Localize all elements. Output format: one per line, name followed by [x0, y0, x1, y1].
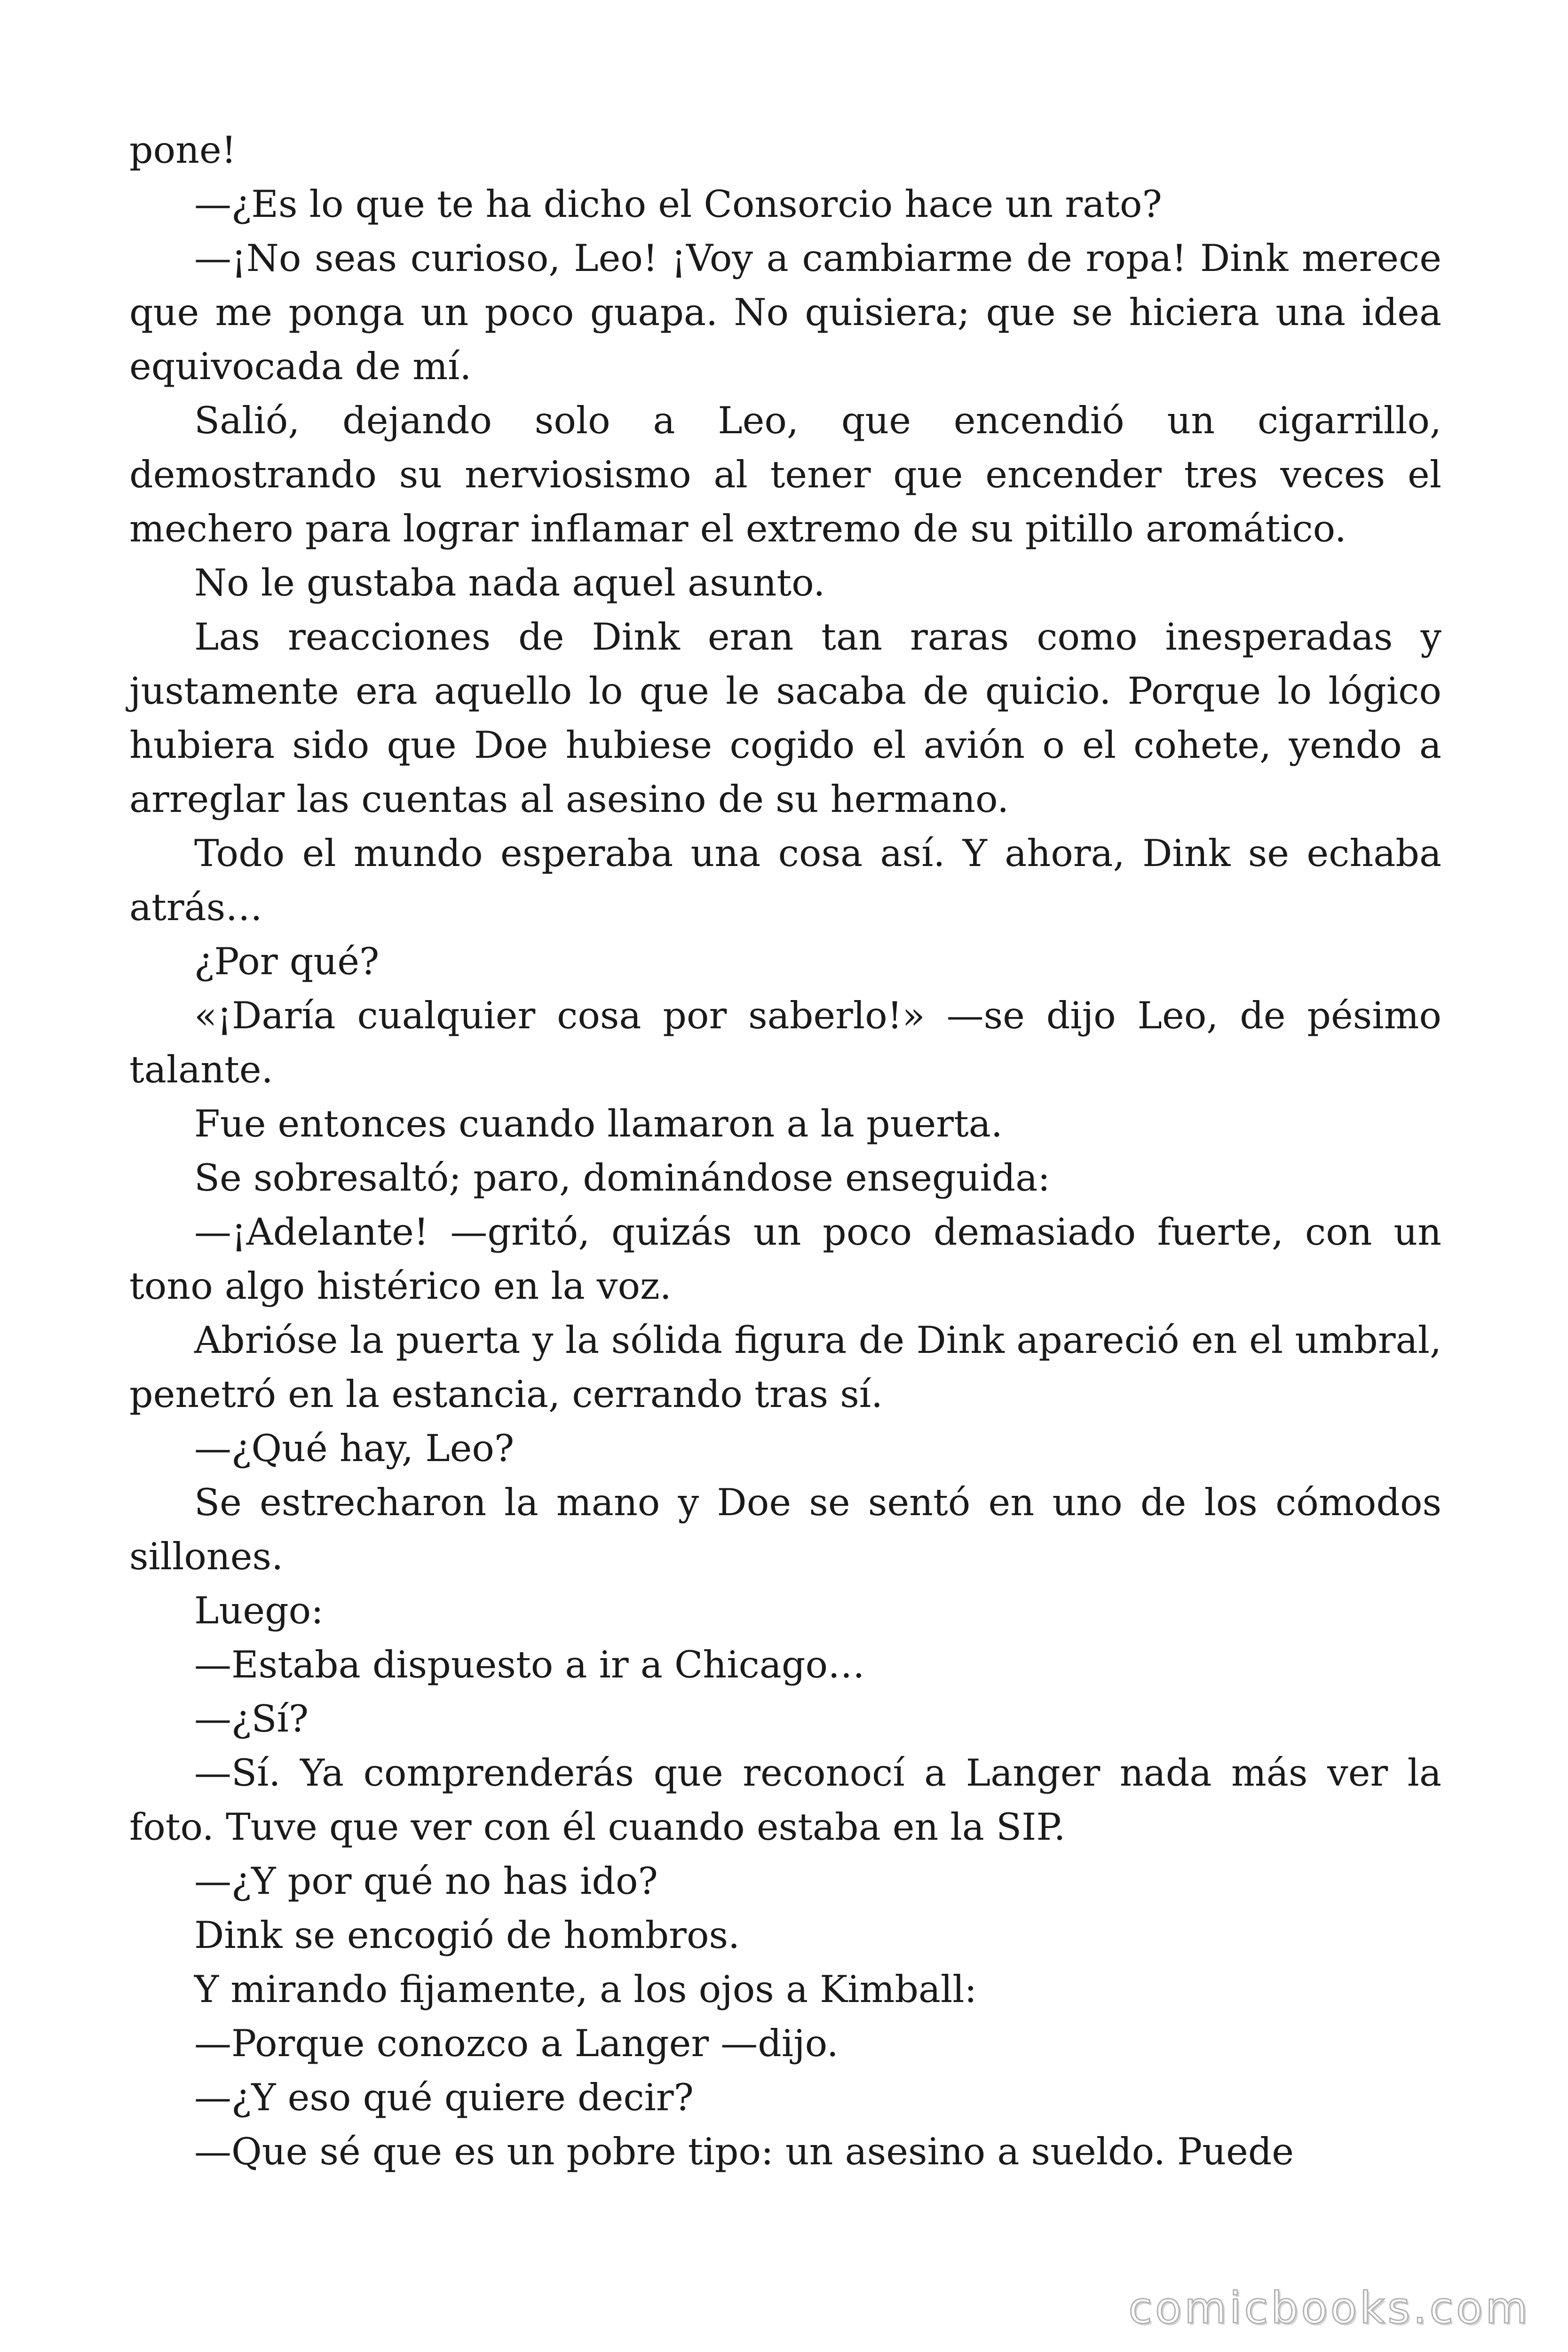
- paragraph: —¿Y eso qué quiere decir?: [194, 2076, 694, 2119]
- body-text: [129, 123, 1441, 2179]
- paragraph: —Estaba dispuesto a ir a Chicago…: [194, 1643, 865, 1686]
- paragraph: Dink se encogió de hombros.: [194, 1914, 740, 1957]
- paragraph: Fue entonces cuando llamaron a la puerta.: [194, 1102, 1003, 1145]
- paragraph: «¡Daría cualquier cosa por saberlo!» —se dijo Leo, de pésimo talante.: [129, 994, 1441, 1091]
- paragraph: —¿Qué hay, Leo?: [194, 1427, 515, 1470]
- paragraph: —Que sé que es un pobre tipo: un asesino a sueldo. Puede: [194, 2130, 1294, 2173]
- paragraph: Y mirando fijamente, a los ojos a Kimball:: [194, 1968, 977, 2011]
- paragraph: Abrióse la puerta y la sólida figura de Dink apareció en el umbral, penetró en la estancia, cerrando tras sí.: [129, 1319, 1441, 1416]
- paragraph: Se estrecharon la mano y Doe se sentó en uno de los cómodos sillones.: [129, 1481, 1441, 1578]
- paragraph: —¿Sí?: [194, 1697, 309, 1740]
- paragraph: Se sobresaltó; paro, dominándose enseguida:: [194, 1156, 1050, 1200]
- paragraph: —Sí. Ya comprenderás que reconocí a Langer nada más ver la foto. Tuve que ver con él cuando estaba en la SIP.: [129, 1751, 1441, 1849]
- paragraph: No le gustaba nada aquel asunto.: [194, 561, 825, 604]
- paragraph: Salió, dejando solo a Leo, que encendió un cigarrillo, demostrando su nerviosismo al tener que encender tres veces el mechero para lograr inflamar el extremo de su pitillo aromático.: [129, 399, 1441, 550]
- paragraph: Luego:: [194, 1589, 324, 1632]
- watermark: comicbooks.com: [1128, 2283, 1530, 2333]
- paragraph: —Porque conozco a Langer —dijo.: [194, 2022, 839, 2065]
- paragraph: Las reacciones de Dink eran tan raras como inesperadas y justamente era aquello lo que le sacaba de quicio. Porque lo lógico hubiera sido que Doe hubiese cogido el avión o el cohete, yendo a arreglar las cuentas al asesino de su hermano.: [129, 615, 1441, 821]
- paragraph: —¡Adelante! —gritó, quizás un poco demasiado fuerte, con un tono algo histérico en la voz.: [129, 1210, 1441, 1308]
- paragraph: —¡No seas curioso, Leo! ¡Voy a cambiarme de ropa! Dink merece que me ponga un poco guapa. No quisiera; que se hiciera una idea equivocada de mí.: [129, 237, 1441, 388]
- paragraph: pone!: [129, 128, 237, 172]
- paragraph: —¿Es lo que te ha dicho el Consorcio hace un rato?: [194, 183, 1162, 226]
- paragraph: ¿Por qué?: [194, 940, 380, 983]
- paragraph: Todo el mundo esperaba una cosa así. Y ahora, Dink se echaba atrás…: [129, 832, 1441, 929]
- paragraph: —¿Y por qué no has ido?: [194, 1859, 658, 1903]
